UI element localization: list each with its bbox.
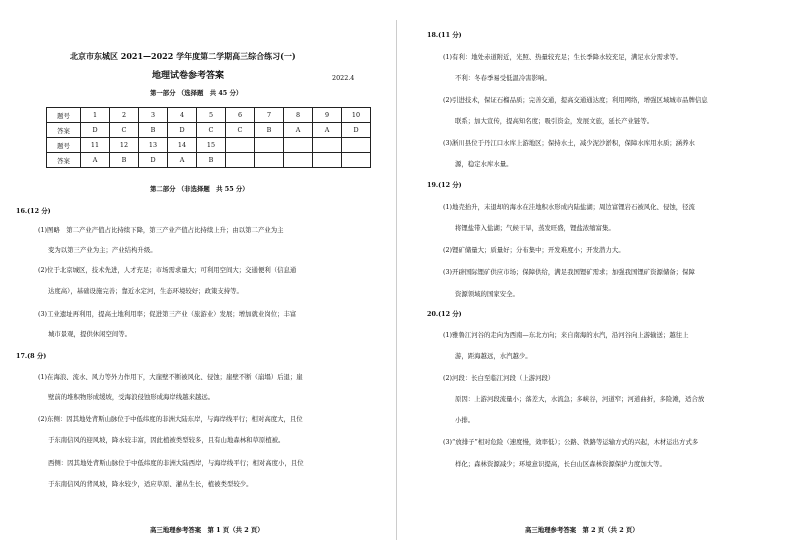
question-16-heading: 16.(12 分) [16,207,51,215]
answer-table-cell [313,153,342,168]
answer-table-cell: A [168,153,197,168]
answer-table-cell: 1 [81,108,110,123]
answer-table-cell: 6 [226,108,255,123]
answer-table-cell: B [139,123,168,138]
answer-table-cell: C [226,123,255,138]
answer-line: 源，稳定水库水量。 [455,160,513,168]
answer-table-cell: B [255,123,284,138]
answer-table-cell: 10 [342,108,371,123]
answer-line: 于东南信风的迎风坡，降水较丰富，因此植被类型较多，且有山地森林和草原植被。 [48,436,285,444]
answer-line: 原因：上游河段流量小；落差大，水流急；多峡谷，河道窄；河道曲折，多险滩，适合放 [455,395,705,403]
answer-table-cell: 2 [110,108,139,123]
answer-table-cell: A [284,123,313,138]
answer-line: 城市景观，提供休闲空间等。 [48,330,132,338]
answer-table-cell: 3 [139,108,168,123]
answer-table-cell: D [139,153,168,168]
answer-table-cell: A [313,123,342,138]
answer-table-cell: 14 [168,138,197,153]
answer-line: (1)有利：地处赤道附近，光照、热量较充足；生长季降水较充足，满足水分需求等。 [443,53,683,61]
answer-line: (3)“放排子”相对危险（速度慢，效率低）；公路、铁路等运输方式的兴起，木材运出方式多 [443,438,699,446]
answer-table-row [47,153,371,168]
answer-table-cell: D [342,123,371,138]
answer-table-cell: B [110,153,139,168]
answer-table-cell: D [168,123,197,138]
answer-line: (2)位于北京城区，技术先进，人才充足；市场需求量大；可利用空间大；交通便利（信息通 [38,266,297,274]
answer-line: (1)雅鲁江河谷的走向为西南—东北方向；来自南海的水汽，沿河谷向上游输送；越往上 [443,331,689,339]
answer-table-cell: C [197,123,226,138]
answer-table-row [47,138,371,153]
answer-line: 达度高），基础设施完善；靠近水定河，生态环境较好；政策支持等。 [48,287,243,295]
page-footer: 高三地理参考答案 第 1 页（共 2 页） [150,526,264,534]
answer-table-cell: 7 [255,108,284,123]
answer-line: (1)在海浪、流水、风力等外力作用下，大崖壁不断被风化、侵蚀；崖壁不断（崩塌）后退；崖 [38,373,303,381]
answer-table-cell [226,138,255,153]
answer-line: 变为以第三产业为主；产业结构升级。 [48,246,157,254]
answer-line: 样化；森林资源减少；环境意识提高，长白山区森林资源保护力度加大等。 [455,460,666,468]
answer-table-row-header: 答案 [47,123,81,138]
answer-table-cell: 8 [284,108,313,123]
answer-table-cell: 4 [168,108,197,123]
answer-line: (2)引进技术，保证石榴品质；完善交通，提高交通通达度；利用网络，增强区域城市品牌信息 [443,96,708,104]
answer-table-cell: D [81,123,110,138]
part1-heading: 第一部分 （选择题 共 45 分） [150,89,243,97]
answer-table-cell: 5 [197,108,226,123]
answer-line: 壁前的堆积物形成缓坡，受海浪侵蚀形成海岸线越来越远。 [48,393,215,401]
answer-table-cell [284,138,313,153]
answer-line: (2)锂矿储量大；质量好；分布集中；开发难度小；开发潜力大。 [443,246,625,254]
exam-date: 2022.4 [332,74,355,82]
answer-table-cell: A [81,153,110,168]
subject-title: 地理试卷参考答案 [152,71,225,81]
answer-line: (2)河段：长白至临江河段（上游河段） [443,374,555,382]
answer-line: 资源领域的国家安全。 [455,290,519,298]
answer-table-row-header: 题号 [47,138,81,153]
answer-line: 游，距海越远，水汽越少。 [455,352,532,360]
answer-table-row [47,123,371,138]
answer-line: 小排。 [455,416,475,424]
answer-table-cell [255,138,284,153]
answer-table-cell: 15 [197,138,226,153]
answer-table-cell: 13 [139,138,168,153]
answer-table-cell [342,153,371,168]
question-17-heading: 17.(8 分) [16,352,47,360]
answer-table-cell [226,153,255,168]
answer-line: 不利：冬春季易受低温冷害影响。 [455,74,551,82]
answer-table-cell [255,153,284,168]
page-footer: 高三地理参考答案 第 2 页（共 2 页） [525,526,639,534]
answer-line: (1)图略 第二产业产值占比持续下降，第三产业产值占比持续上升；由以第二产业为主 [38,226,284,234]
question-20-heading: 20.(12 分) [427,310,462,318]
answer-table-cell: 11 [81,138,110,153]
answer-table [46,107,371,168]
answer-table-row [47,108,371,123]
question-18-heading: 18.(11 分) [427,31,462,39]
answer-line: 西侧：因其地处背斯山脉位于中低纬度的非洲大陆西岸，与海岸线平行；相对高度小，且位 [48,459,304,467]
exam-header-title: 北京市东城区 2021—2022 学年度第二学期高三综合练习(一) [70,51,296,61]
answer-line: 将锂盐带入盐湖；气候干旱，蒸发旺盛，锂盐浓缩富集。 [455,224,615,232]
answer-line: 于东南信风的背风坡，降水较少，适应草原、灌丛生长，植被类型较少。 [48,480,253,488]
question-19-heading: 19.(12 分) [427,181,462,189]
answer-table-row-header: 答案 [47,153,81,168]
answer-line: 联系；加大宣传，提高知名度；吸引资金，发展文旅，延长产业链等。 [455,117,654,125]
answer-table-cell: 9 [313,108,342,123]
answer-table-cell [342,138,371,153]
right-page [397,0,794,558]
answer-table-cell: 12 [110,138,139,153]
answer-table-row-header: 题号 [47,108,81,123]
answer-line: (3)开辟国际锂矿供应市场；保障供给，满足我国锂矿需求；加强我国锂矿资源储备；保障 [443,268,695,276]
answer-table-cell [313,138,342,153]
answer-table-cell [284,153,313,168]
answer-line: (3)工业遗址再利用，提高土地利用率；促进第三产业（旅游业）发展；增加就业岗位；丰富 [38,310,297,318]
answer-table-cell: B [197,153,226,168]
part2-heading: 第二部分 （非选择题 共 55 分） [150,185,249,193]
answer-line: (3)淅川县位于丹江口水库上游地区；保持水土，减少泥沙淤积，保障水库用水质；涵养水 [443,139,695,147]
answer-line: (1)地壳抬升，末退却的海水在洼地积水形成内陆盐湖；周边富锂岩石被风化、侵蚀，径流 [443,203,695,211]
answer-table-cell: C [110,123,139,138]
answer-line: (2)东侧：因其地处背斯山脉位于中低纬度的非洲大陆东岸，与海岸线平行；相对高度大，且位 [38,415,303,423]
